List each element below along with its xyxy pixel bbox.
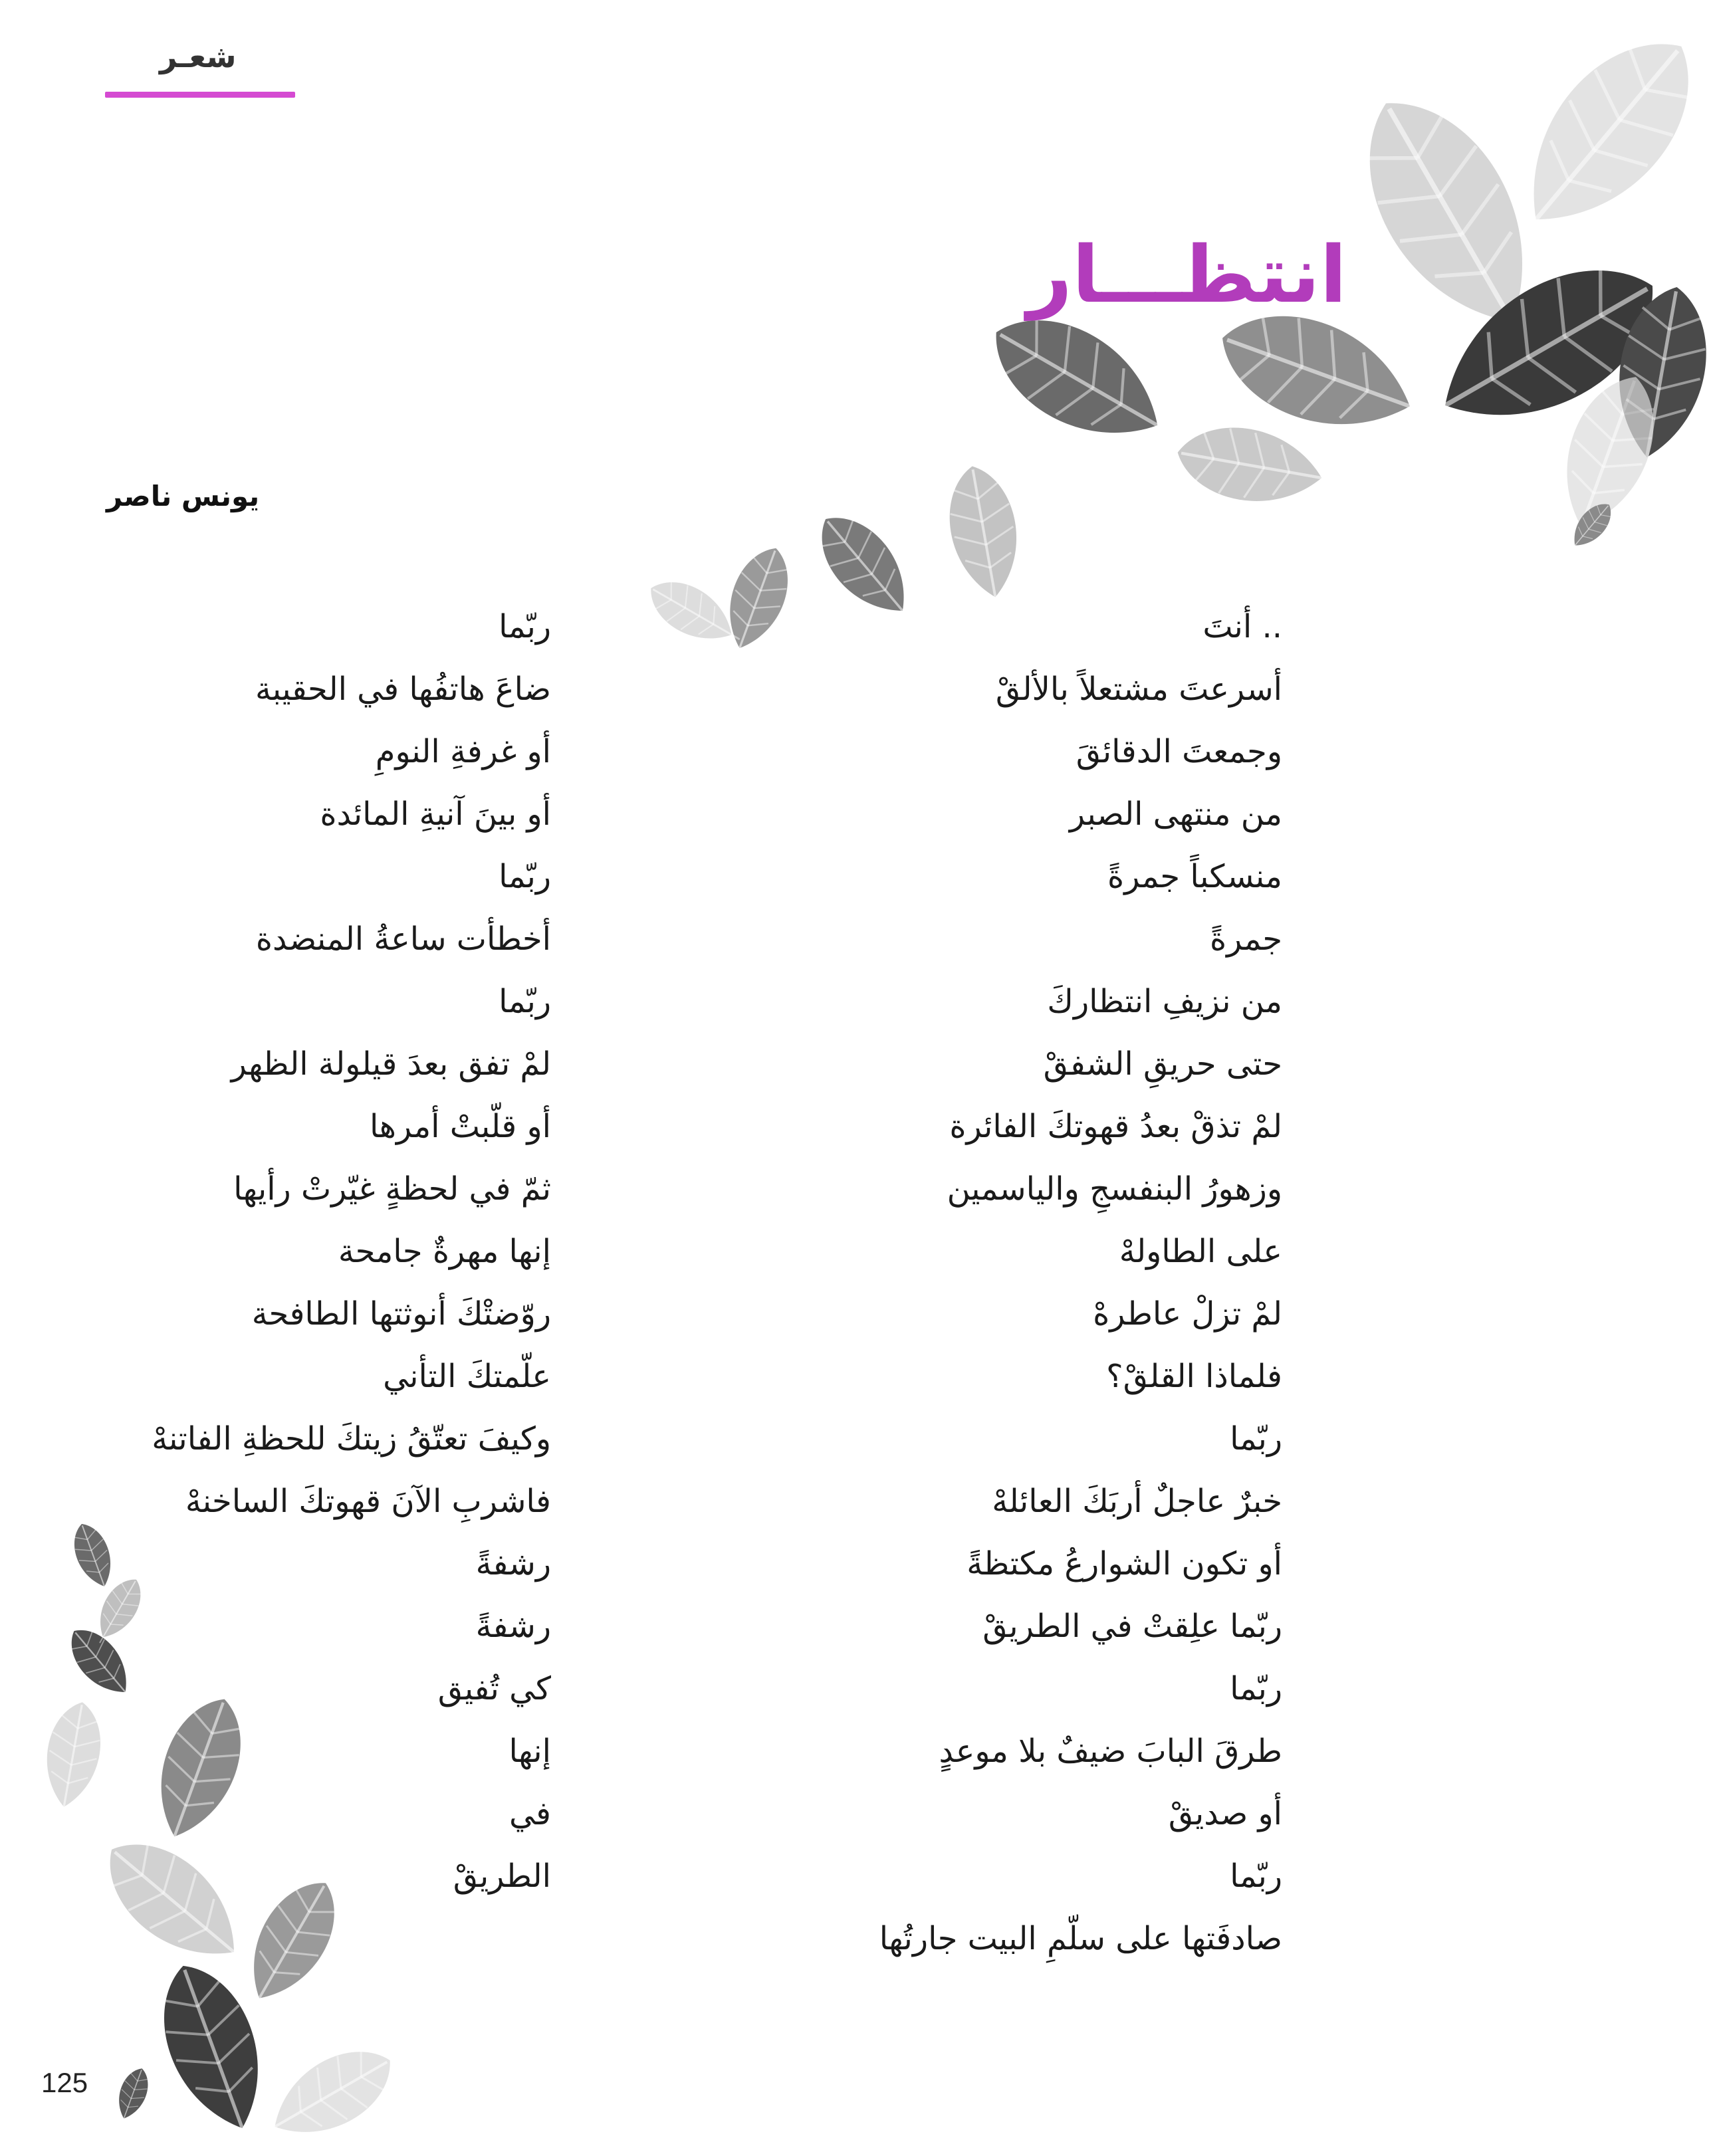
section-label: شعـر xyxy=(160,39,237,74)
poem-line: أو قلّبتْ أمرها xyxy=(370,1108,551,1145)
poem-line: من منتهى الصبر xyxy=(1069,796,1282,833)
poem-line: حتى حريقِ الشفقْ xyxy=(1043,1045,1282,1083)
poem-line: رشفةً xyxy=(475,1545,551,1582)
poem-line: وجمعتَ الدقائقَ xyxy=(1076,733,1282,770)
poem-line: .. أنتَ xyxy=(1202,608,1282,645)
poem-line: أو بينَ آنيةِ المائدة xyxy=(320,796,551,833)
leaf-cluster-top xyxy=(639,11,1711,667)
poem-line: ربّما xyxy=(499,983,551,1020)
poem-title: انتظـــار xyxy=(1027,229,1347,320)
poem-line: أخطأت ساعةُ المنضدة xyxy=(255,920,551,958)
poem-line: فاشربِ الآنَ قهوتكَ الساخنهْ xyxy=(185,1483,551,1520)
poem-line: ثمّ في لحظةٍ غيّرتْ رأيها xyxy=(233,1170,551,1208)
poem-line: من نزيفِ انتظاركَ xyxy=(1047,983,1282,1020)
poem-line: ربّما xyxy=(1230,1670,1282,1707)
poem-line: ربّما xyxy=(1230,1858,1282,1895)
author-name: يونس ناصر xyxy=(106,480,260,512)
poem-line: ضاعَ هاتفُها في الحقيبة xyxy=(255,671,551,708)
poem-line: كي تُفيق xyxy=(437,1670,551,1707)
poem-line: أو غرفةِ النومِ xyxy=(375,733,551,770)
poem-line: خبرٌ عاجلٌ أربَكَ العائلهْ xyxy=(992,1483,1282,1520)
poem-line: روّضتْكَ أنوثتها الطافحة xyxy=(251,1295,551,1333)
poem-line: فلماذا القلقْ؟ xyxy=(1106,1358,1282,1395)
poem-line: رشفةً xyxy=(475,1608,551,1645)
poem-line: الطريقْ xyxy=(453,1858,551,1895)
page-number: 125 xyxy=(41,2067,88,2098)
poem-line: إنها مهرةٌ جامحة xyxy=(338,1233,551,1270)
poem-line: ربّما xyxy=(499,858,551,895)
poem-line: أو صديقْ xyxy=(1168,1795,1282,1832)
poem-line: صادفَتها على سلّمِ البيت جارتُها xyxy=(879,1920,1282,1957)
poem-column-right xyxy=(750,595,1282,1970)
poem-line: أو تكون الشوارعُ مكتظةً xyxy=(967,1545,1282,1582)
poem-line: جمرةً xyxy=(1209,920,1282,958)
poem-column-left xyxy=(112,595,551,1907)
poem-line: لمْ تذقْ بعدُ قهوتكَ الفائرة xyxy=(949,1108,1282,1145)
poem-line: ربّما علِقتْ في الطريقْ xyxy=(982,1608,1282,1645)
poem-line: لمْ تفق بعدَ قيلولة الظهر xyxy=(231,1045,551,1083)
poem-line: في xyxy=(509,1795,551,1832)
poem-line: وكيفَ تعتّقُ زيتكَ للحظةِ الفاتنهْ xyxy=(152,1420,551,1457)
poem-line: منسكباً جمرةً xyxy=(1107,858,1282,895)
poem-line: ربّما xyxy=(499,608,551,645)
poem-line: إنها xyxy=(509,1733,551,1770)
poem-line: على الطاولهْ xyxy=(1119,1233,1282,1270)
poem-line: ربّما xyxy=(1230,1420,1282,1457)
poem-line: أسرعتَ مشتعلاً بالألقْ xyxy=(995,671,1282,708)
poem-line: لمْ تزلْ عاطرهْ xyxy=(1093,1295,1282,1333)
poem-line: علّمتكَ التأني xyxy=(383,1358,551,1395)
poem-line: وزهورُ البنفسجِ والياسمين xyxy=(947,1170,1282,1208)
poem-line: طرقَ البابَ ضيفٌ بلا موعدٍ xyxy=(939,1733,1282,1770)
